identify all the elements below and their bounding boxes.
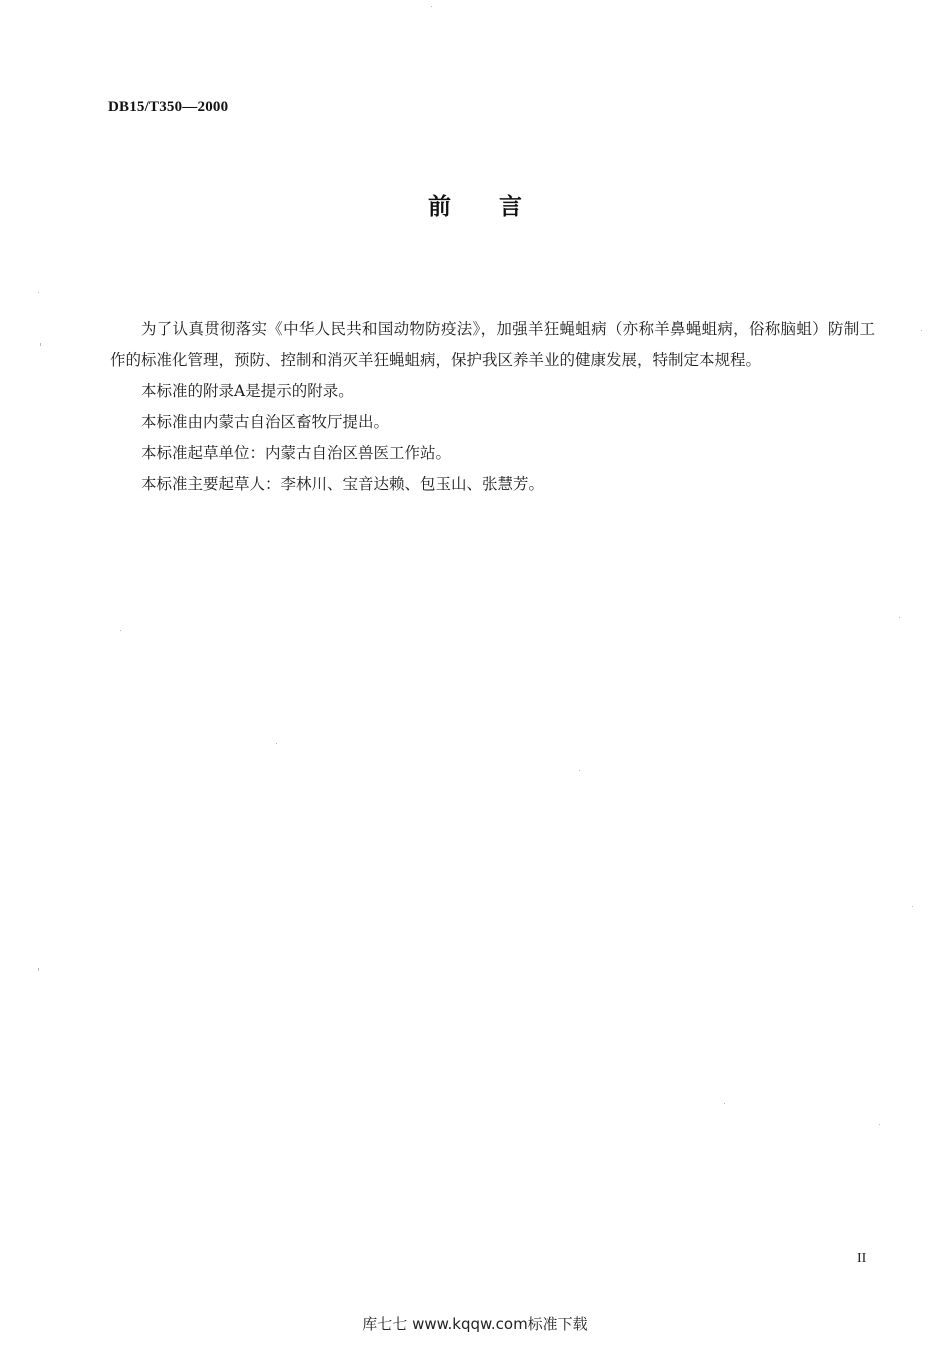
page-title-char-1: 前	[428, 193, 451, 220]
foreword-body	[110, 314, 875, 500]
scan-speck	[120, 630, 121, 631]
scan-speck	[38, 292, 39, 293]
scan-speck	[38, 968, 39, 971]
scan-speck	[276, 743, 277, 744]
scan-speck	[899, 617, 900, 618]
foreword-paragraph: 本标准主要起草人：李林川、宝音达赖、包玉山、张慧芳。	[141, 475, 545, 493]
footer-watermark: 库七七 www.kqqw.com标准下载	[362, 1315, 588, 1333]
page-number: II	[857, 1251, 867, 1266]
scan-speck	[921, 330, 922, 331]
foreword-paragraph: 本标准起草单位：内蒙古自治区兽医工作站。	[141, 444, 452, 462]
scan-speck	[879, 1124, 880, 1125]
foreword-paragraph: 本标准由内蒙古自治区畜牧厅提出。	[141, 413, 390, 431]
scan-speck	[431, 6, 432, 7]
foreword-paragraph: 为了认真贯彻落实《中华人民共和国动物防疫法》，加强羊狂蝇蛆病（亦称羊鼻蝇蛆病，俗称脑蛆）防制工作的标准化管理，预防、控制和消灭羊狂蝇蛆病，保护我区养羊业的健康发展，特制定本规程。	[110, 320, 875, 369]
page-title-char-2: 言	[499, 193, 522, 220]
standard-code: DB15/T350—2000	[108, 99, 229, 115]
scan-speck	[724, 1103, 725, 1104]
scan-speck	[579, 770, 580, 771]
scan-speck	[912, 906, 913, 907]
page-title	[0, 188, 950, 221]
foreword-paragraph: 本标准的附录A是提示的附录。	[141, 382, 354, 400]
scan-speck	[40, 343, 41, 346]
